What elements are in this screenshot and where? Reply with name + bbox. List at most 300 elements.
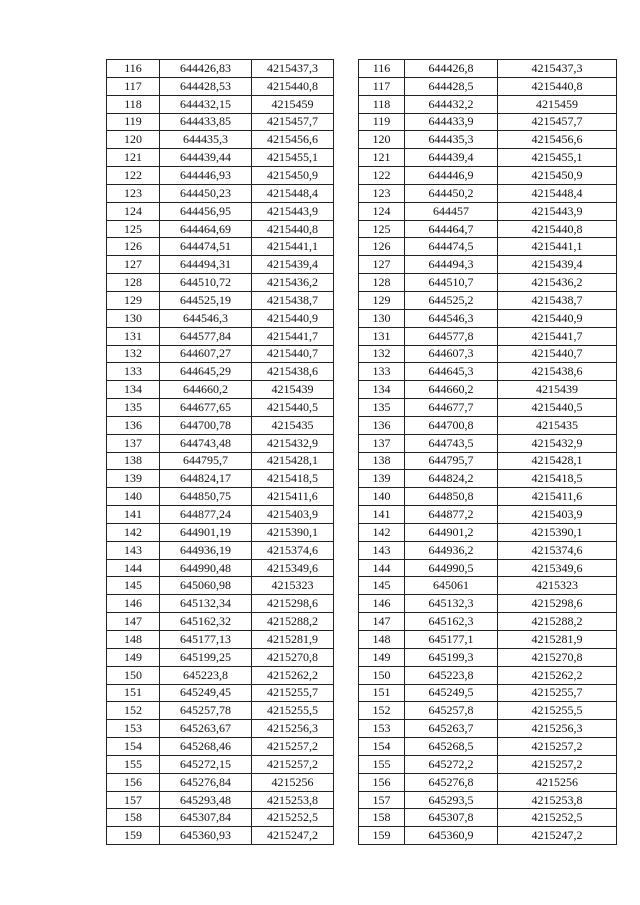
- x-coordinate-cell: 644433,9: [405, 113, 498, 131]
- point-number-cell: 142: [359, 523, 405, 541]
- x-coordinate-cell: 644990,48: [160, 559, 252, 577]
- y-coordinate-cell: 4215298,6: [252, 595, 334, 613]
- y-coordinate-cell: 4215323: [498, 577, 617, 595]
- x-coordinate-cell: 645249,45: [160, 684, 252, 702]
- point-number-cell: 116: [107, 60, 160, 78]
- table-row: [107, 559, 334, 577]
- x-coordinate-cell: 644446,93: [160, 167, 252, 185]
- x-coordinate-cell: 645060,98: [160, 577, 252, 595]
- point-number-cell: 119: [359, 113, 405, 131]
- x-coordinate-cell: 644824,17: [160, 470, 252, 488]
- point-number-cell: 116: [359, 60, 405, 78]
- y-coordinate-cell: 4215440,5: [252, 399, 334, 417]
- x-coordinate-cell: 644546,3: [160, 309, 252, 327]
- point-number-cell: 136: [107, 416, 160, 434]
- x-coordinate-cell: 644607,27: [160, 345, 252, 363]
- table-row: [359, 684, 617, 702]
- table-row: [359, 291, 617, 309]
- point-number-cell: 123: [359, 184, 405, 202]
- y-coordinate-cell: 4215281,9: [252, 631, 334, 649]
- table-row: [359, 416, 617, 434]
- x-coordinate-cell: 645263,67: [160, 720, 252, 738]
- y-coordinate-cell: 4215256: [498, 773, 617, 791]
- table-row: [359, 773, 617, 791]
- y-coordinate-cell: 4215450,9: [252, 167, 334, 185]
- y-coordinate-cell: 4215262,2: [498, 666, 617, 684]
- table-row: [107, 434, 334, 452]
- table-row: [359, 434, 617, 452]
- y-coordinate-cell: 4215457,7: [252, 113, 334, 131]
- y-coordinate-cell: 4215247,2: [498, 827, 617, 845]
- y-coordinate-cell: 4215455,1: [498, 149, 617, 167]
- table-row: [107, 666, 334, 684]
- table-row: [107, 488, 334, 506]
- point-number-cell: 152: [359, 702, 405, 720]
- x-coordinate-cell: 644474,51: [160, 238, 252, 256]
- point-number-cell: 152: [107, 702, 160, 720]
- x-coordinate-cell: 644446,9: [405, 167, 498, 185]
- y-coordinate-cell: 4215439: [498, 381, 617, 399]
- table-row: [107, 363, 334, 381]
- y-coordinate-cell: 4215411,6: [498, 488, 617, 506]
- table-row: [359, 345, 617, 363]
- point-number-cell: 157: [359, 791, 405, 809]
- table-row: [107, 309, 334, 327]
- point-number-cell: 128: [107, 274, 160, 292]
- x-coordinate-cell: 644577,84: [160, 327, 252, 345]
- y-coordinate-cell: 4215349,6: [498, 559, 617, 577]
- x-coordinate-cell: 644494,3: [405, 256, 498, 274]
- table-row: [107, 77, 334, 95]
- x-coordinate-cell: 644850,75: [160, 488, 252, 506]
- y-coordinate-cell: 4215459: [498, 95, 617, 113]
- point-number-cell: 142: [107, 523, 160, 541]
- point-number-cell: 154: [107, 738, 160, 756]
- x-coordinate-cell: 644464,69: [160, 220, 252, 238]
- y-coordinate-cell: 4215253,8: [498, 791, 617, 809]
- x-coordinate-cell: 645268,5: [405, 738, 498, 756]
- x-coordinate-cell: 645276,84: [160, 773, 252, 791]
- point-number-cell: 137: [107, 434, 160, 452]
- x-coordinate-cell: 644435,3: [405, 131, 498, 149]
- y-coordinate-cell: 4215441,1: [252, 238, 334, 256]
- y-coordinate-cell: 4215270,8: [498, 648, 617, 666]
- y-coordinate-cell: 4215252,5: [498, 809, 617, 827]
- y-coordinate-cell: 4215323: [252, 577, 334, 595]
- table-row: [359, 791, 617, 809]
- point-number-cell: 130: [107, 309, 160, 327]
- x-coordinate-cell: 644700,8: [405, 416, 498, 434]
- x-coordinate-cell: 644990,5: [405, 559, 498, 577]
- point-number-cell: 133: [107, 363, 160, 381]
- table-row: [359, 755, 617, 773]
- table-row: [107, 60, 334, 78]
- y-coordinate-cell: 4215257,2: [252, 755, 334, 773]
- y-coordinate-cell: 4215298,6: [498, 595, 617, 613]
- x-coordinate-cell: 644433,85: [160, 113, 252, 131]
- y-coordinate-cell: 4215437,3: [252, 60, 334, 78]
- point-number-cell: 149: [107, 648, 160, 666]
- table-row: [359, 220, 617, 238]
- table-row: [359, 363, 617, 381]
- point-number-cell: 124: [107, 202, 160, 220]
- point-number-cell: 135: [359, 399, 405, 417]
- table-row: [107, 345, 334, 363]
- y-coordinate-cell: 4215252,5: [252, 809, 334, 827]
- y-coordinate-cell: 4215435: [252, 416, 334, 434]
- x-coordinate-cell: 644435,3: [160, 131, 252, 149]
- y-coordinate-cell: 4215374,6: [252, 541, 334, 559]
- y-coordinate-cell: 4215281,9: [498, 631, 617, 649]
- x-coordinate-cell: 644432,15: [160, 95, 252, 113]
- point-number-cell: 126: [359, 238, 405, 256]
- point-number-cell: 150: [359, 666, 405, 684]
- y-coordinate-cell: 4215436,2: [252, 274, 334, 292]
- x-coordinate-cell: 644450,2: [405, 184, 498, 202]
- table-row: [107, 738, 334, 756]
- point-number-cell: 119: [107, 113, 160, 131]
- y-coordinate-cell: 4215257,2: [498, 738, 617, 756]
- y-coordinate-cell: 4215440,9: [252, 309, 334, 327]
- table-row: [107, 595, 334, 613]
- point-number-cell: 159: [107, 827, 160, 845]
- y-coordinate-cell: 4215247,2: [252, 827, 334, 845]
- y-coordinate-cell: 4215411,6: [252, 488, 334, 506]
- y-coordinate-cell: 4215438,6: [252, 363, 334, 381]
- x-coordinate-cell: 644457: [405, 202, 498, 220]
- table-row: [107, 506, 334, 524]
- x-coordinate-cell: 644645,29: [160, 363, 252, 381]
- x-coordinate-cell: 645199,25: [160, 648, 252, 666]
- y-coordinate-cell: 4215441,1: [498, 238, 617, 256]
- point-number-cell: 141: [107, 506, 160, 524]
- point-number-cell: 150: [107, 666, 160, 684]
- point-number-cell: 146: [107, 595, 160, 613]
- point-number-cell: 140: [359, 488, 405, 506]
- x-coordinate-cell: 645307,84: [160, 809, 252, 827]
- table-row: [107, 809, 334, 827]
- table-row: [359, 131, 617, 149]
- y-coordinate-cell: 4215270,8: [252, 648, 334, 666]
- point-number-cell: 158: [107, 809, 160, 827]
- x-coordinate-cell: 644936,19: [160, 541, 252, 559]
- point-number-cell: 148: [107, 631, 160, 649]
- y-coordinate-cell: 4215253,8: [252, 791, 334, 809]
- table-row: [359, 167, 617, 185]
- y-coordinate-cell: 4215439: [252, 381, 334, 399]
- table-row: [107, 184, 334, 202]
- y-coordinate-cell: 4215435: [498, 416, 617, 434]
- x-coordinate-cell: 644525,2: [405, 291, 498, 309]
- x-coordinate-cell: 645162,32: [160, 613, 252, 631]
- y-coordinate-cell: 4215459: [252, 95, 334, 113]
- point-number-cell: 129: [359, 291, 405, 309]
- table-row: [107, 416, 334, 434]
- y-coordinate-cell: 4215456,6: [252, 131, 334, 149]
- y-coordinate-cell: 4215457,7: [498, 113, 617, 131]
- table-row: [107, 470, 334, 488]
- coordinates-table-right: [358, 59, 617, 845]
- y-coordinate-cell: 4215443,9: [252, 202, 334, 220]
- x-coordinate-cell: 645132,34: [160, 595, 252, 613]
- y-coordinate-cell: 4215256,3: [498, 720, 617, 738]
- y-coordinate-cell: 4215448,4: [498, 184, 617, 202]
- x-coordinate-cell: 645360,9: [405, 827, 498, 845]
- x-coordinate-cell: 645257,78: [160, 702, 252, 720]
- y-coordinate-cell: 4215440,8: [252, 77, 334, 95]
- y-coordinate-cell: 4215440,7: [498, 345, 617, 363]
- point-number-cell: 159: [359, 827, 405, 845]
- x-coordinate-cell: 644464,7: [405, 220, 498, 238]
- table-row: [359, 238, 617, 256]
- x-coordinate-cell: 645061: [405, 577, 498, 595]
- point-number-cell: 158: [359, 809, 405, 827]
- x-coordinate-cell: 644824,2: [405, 470, 498, 488]
- x-coordinate-cell: 645177,13: [160, 631, 252, 649]
- x-coordinate-cell: 645249,5: [405, 684, 498, 702]
- point-number-cell: 138: [107, 452, 160, 470]
- y-coordinate-cell: 4215438,7: [498, 291, 617, 309]
- table-row: [359, 523, 617, 541]
- y-coordinate-cell: 4215403,9: [252, 506, 334, 524]
- x-coordinate-cell: 645162,3: [405, 613, 498, 631]
- x-coordinate-cell: 645268,46: [160, 738, 252, 756]
- point-number-cell: 118: [359, 95, 405, 113]
- table-row: [107, 452, 334, 470]
- x-coordinate-cell: 644432,2: [405, 95, 498, 113]
- y-coordinate-cell: 4215432,9: [252, 434, 334, 452]
- x-coordinate-cell: 644645,3: [405, 363, 498, 381]
- x-coordinate-cell: 645307,8: [405, 809, 498, 827]
- table-row: [359, 702, 617, 720]
- point-number-cell: 130: [359, 309, 405, 327]
- table-row: [107, 238, 334, 256]
- table-row: [359, 559, 617, 577]
- x-coordinate-cell: 644439,44: [160, 149, 252, 167]
- point-number-cell: 136: [359, 416, 405, 434]
- table-row: [359, 488, 617, 506]
- y-coordinate-cell: 4215262,2: [252, 666, 334, 684]
- y-coordinate-cell: 4215418,5: [498, 470, 617, 488]
- x-coordinate-cell: 644660,2: [405, 381, 498, 399]
- y-coordinate-cell: 4215439,4: [498, 256, 617, 274]
- y-coordinate-cell: 4215257,2: [252, 738, 334, 756]
- x-coordinate-cell: 644936,2: [405, 541, 498, 559]
- y-coordinate-cell: 4215440,8: [498, 77, 617, 95]
- table-row: [359, 381, 617, 399]
- point-number-cell: 148: [359, 631, 405, 649]
- x-coordinate-cell: 644877,2: [405, 506, 498, 524]
- x-coordinate-cell: 645263,7: [405, 720, 498, 738]
- table-row: [107, 827, 334, 845]
- table-row: [107, 720, 334, 738]
- y-coordinate-cell: 4215288,2: [498, 613, 617, 631]
- point-number-cell: 153: [107, 720, 160, 738]
- point-number-cell: 129: [107, 291, 160, 309]
- x-coordinate-cell: 644426,83: [160, 60, 252, 78]
- table-row: [107, 755, 334, 773]
- y-coordinate-cell: 4215288,2: [252, 613, 334, 631]
- table-row: [107, 381, 334, 399]
- point-number-cell: 145: [359, 577, 405, 595]
- table-row: [359, 452, 617, 470]
- point-number-cell: 127: [107, 256, 160, 274]
- y-coordinate-cell: 4215255,7: [498, 684, 617, 702]
- y-coordinate-cell: 4215403,9: [498, 506, 617, 524]
- x-coordinate-cell: 644677,7: [405, 399, 498, 417]
- table-row: [107, 95, 334, 113]
- table-row: [107, 291, 334, 309]
- table-row: [107, 648, 334, 666]
- x-coordinate-cell: 644525,19: [160, 291, 252, 309]
- x-coordinate-cell: 644439,4: [405, 149, 498, 167]
- point-number-cell: 145: [107, 577, 160, 595]
- x-coordinate-cell: 644850,8: [405, 488, 498, 506]
- point-number-cell: 155: [107, 755, 160, 773]
- table-row: [107, 202, 334, 220]
- point-number-cell: 120: [359, 131, 405, 149]
- point-number-cell: 155: [359, 755, 405, 773]
- point-number-cell: 157: [107, 791, 160, 809]
- x-coordinate-cell: 644877,24: [160, 506, 252, 524]
- table-row: [359, 184, 617, 202]
- table-row: [359, 666, 617, 684]
- y-coordinate-cell: 4215437,3: [498, 60, 617, 78]
- point-number-cell: 117: [359, 77, 405, 95]
- x-coordinate-cell: 644428,5: [405, 77, 498, 95]
- y-coordinate-cell: 4215448,4: [252, 184, 334, 202]
- x-coordinate-cell: 644546,3: [405, 309, 498, 327]
- point-number-cell: 118: [107, 95, 160, 113]
- table-row: [359, 309, 617, 327]
- y-coordinate-cell: 4215257,2: [498, 755, 617, 773]
- table-row: [359, 541, 617, 559]
- point-number-cell: 139: [359, 470, 405, 488]
- table-row: [359, 577, 617, 595]
- point-number-cell: 125: [107, 220, 160, 238]
- x-coordinate-cell: 644577,8: [405, 327, 498, 345]
- point-number-cell: 122: [107, 167, 160, 185]
- point-number-cell: 127: [359, 256, 405, 274]
- table-row: [359, 113, 617, 131]
- point-number-cell: 120: [107, 131, 160, 149]
- table-row: [107, 220, 334, 238]
- x-coordinate-cell: 645199,3: [405, 648, 498, 666]
- point-number-cell: 124: [359, 202, 405, 220]
- point-number-cell: 141: [359, 506, 405, 524]
- x-coordinate-cell: 644901,19: [160, 523, 252, 541]
- table-row: [359, 506, 617, 524]
- y-coordinate-cell: 4215428,1: [252, 452, 334, 470]
- point-number-cell: 125: [359, 220, 405, 238]
- table-row: [107, 631, 334, 649]
- y-coordinate-cell: 4215255,5: [498, 702, 617, 720]
- table-row: [107, 399, 334, 417]
- point-number-cell: 156: [107, 773, 160, 791]
- y-coordinate-cell: 4215441,7: [252, 327, 334, 345]
- x-coordinate-cell: 645272,2: [405, 755, 498, 773]
- table-row: [107, 327, 334, 345]
- x-coordinate-cell: 644510,72: [160, 274, 252, 292]
- table-row: [359, 95, 617, 113]
- x-coordinate-cell: 645223,8: [160, 666, 252, 684]
- y-coordinate-cell: 4215438,7: [252, 291, 334, 309]
- table-row: [107, 541, 334, 559]
- table-row: [359, 809, 617, 827]
- y-coordinate-cell: 4215390,1: [498, 523, 617, 541]
- table-row: [107, 274, 334, 292]
- table-row: [359, 149, 617, 167]
- coordinates-table-left: [106, 59, 334, 845]
- x-coordinate-cell: 645132,3: [405, 595, 498, 613]
- y-coordinate-cell: 4215418,5: [252, 470, 334, 488]
- table-row: [107, 131, 334, 149]
- table-row: [359, 256, 617, 274]
- table-row: [107, 702, 334, 720]
- x-coordinate-cell: 644795,7: [160, 452, 252, 470]
- x-coordinate-cell: 644510,7: [405, 274, 498, 292]
- x-coordinate-cell: 644456,95: [160, 202, 252, 220]
- y-coordinate-cell: 4215441,7: [498, 327, 617, 345]
- y-coordinate-cell: 4215428,1: [498, 452, 617, 470]
- point-number-cell: 132: [359, 345, 405, 363]
- table-row: [107, 113, 334, 131]
- point-number-cell: 139: [107, 470, 160, 488]
- y-coordinate-cell: 4215439,4: [252, 256, 334, 274]
- point-number-cell: 133: [359, 363, 405, 381]
- x-coordinate-cell: 644426,8: [405, 60, 498, 78]
- table-row: [359, 60, 617, 78]
- x-coordinate-cell: 645360,93: [160, 827, 252, 845]
- point-number-cell: 144: [359, 559, 405, 577]
- y-coordinate-cell: 4215255,5: [252, 702, 334, 720]
- x-coordinate-cell: 644795,7: [405, 452, 498, 470]
- table-row: [107, 167, 334, 185]
- y-coordinate-cell: 4215432,9: [498, 434, 617, 452]
- table-row: [359, 631, 617, 649]
- table-row: [359, 720, 617, 738]
- point-number-cell: 121: [359, 149, 405, 167]
- point-number-cell: 131: [359, 327, 405, 345]
- table-row: [359, 738, 617, 756]
- point-number-cell: 122: [359, 167, 405, 185]
- point-number-cell: 128: [359, 274, 405, 292]
- point-number-cell: 151: [107, 684, 160, 702]
- x-coordinate-cell: 645293,48: [160, 791, 252, 809]
- y-coordinate-cell: 4215255,7: [252, 684, 334, 702]
- point-number-cell: 121: [107, 149, 160, 167]
- table-row: [359, 595, 617, 613]
- table-row: [359, 399, 617, 417]
- point-number-cell: 137: [359, 434, 405, 452]
- point-number-cell: 146: [359, 595, 405, 613]
- point-number-cell: 144: [107, 559, 160, 577]
- x-coordinate-cell: 644677,65: [160, 399, 252, 417]
- point-number-cell: 117: [107, 77, 160, 95]
- y-coordinate-cell: 4215256,3: [252, 720, 334, 738]
- table-row: [359, 470, 617, 488]
- y-coordinate-cell: 4215443,9: [498, 202, 617, 220]
- y-coordinate-cell: 4215436,2: [498, 274, 617, 292]
- y-coordinate-cell: 4215374,6: [498, 541, 617, 559]
- table-row: [107, 613, 334, 631]
- x-coordinate-cell: 644743,48: [160, 434, 252, 452]
- x-coordinate-cell: 644450,23: [160, 184, 252, 202]
- table-row: [359, 274, 617, 292]
- x-coordinate-cell: 645257,8: [405, 702, 498, 720]
- table-row: [107, 523, 334, 541]
- point-number-cell: 156: [359, 773, 405, 791]
